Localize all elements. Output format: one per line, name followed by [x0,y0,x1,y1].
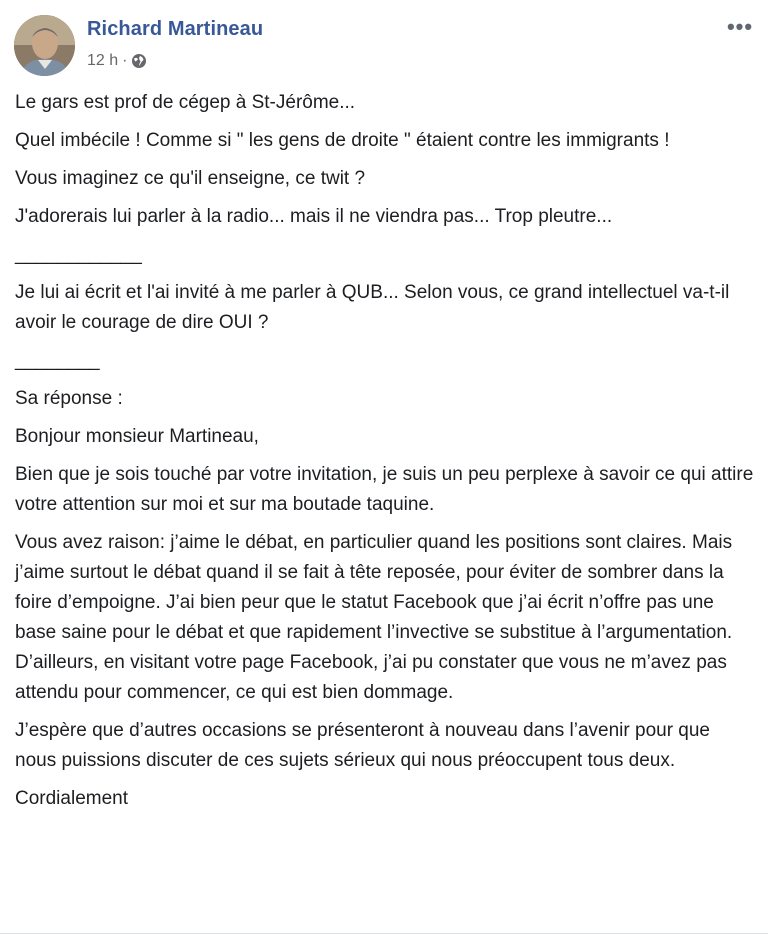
post-timestamp[interactable]: 12 h [87,52,119,69]
post-paragraph: Bien que je sois touché par votre invitation, je suis un peu perplexe à savoir ce qui attire votre attention sur moi et sur ma boutade taquine. [15,464,754,515]
post-paragraph: Sa réponse : [15,388,123,409]
author-name[interactable]: Richard Martineau [87,18,264,40]
post-paragraph: Quel imbécile ! Comme si " les gens de droite " étaient contre les immigrants ! [15,130,670,151]
post-paragraph: Vous avez raison: j’aime le débat, en particulier quand les positions sont claires. Mais j’aime surtout le débat quand il se fait à tête reposée, pour éviter de sombrer dans la foire d’empoigne. J’ai bien peur que le statut Facebook que j’ai écrit n’offre pas une base saine pour le débat et que rapidement l’invective se substitue à l’argumentation. D’ailleurs, en visitant votre page Facebook, j’ai pu constater que vous ne m’avez pas attendu pour commencer, ce qui est bien dommage. [15,532,733,703]
post-content [15,88,755,822]
post-paragraph: Cordialement [15,788,128,809]
more-options-button[interactable] [726,16,754,38]
post-paragraph: Vous imaginez ce qu'il enseigne, ce twit ? [15,168,366,189]
post-paragraph: J'adorerais lui parler à la radio... mais il ne viendra pas... Trop pleutre... [15,206,613,227]
separator-line: ____________ [15,244,142,265]
post-meta [87,50,147,72]
more-icon: ••• [726,14,754,39]
meta-separator: · [122,52,128,69]
post-paragraph: J’espère que d’autres occasions se présenteront à nouveau dans l’avenir pour que nous puissions discuter de ces sujets sérieux qui nous préoccupent tous deux. [15,720,711,771]
globe-icon[interactable] [131,53,147,69]
separator-line: ________ [15,350,100,371]
author-avatar[interactable] [14,15,75,76]
post-paragraph: Bonjour monsieur Martineau, [15,426,259,447]
post-paragraph: Je lui ai écrit et l'ai invité à me parler à QUB... Selon vous, ce grand intellectuel va-t-il avoir le courage de dire OUI ? [15,282,730,333]
post-paragraph: Le gars est prof de cégep à St-Jérôme... [15,92,356,113]
profile-photo [14,15,75,76]
